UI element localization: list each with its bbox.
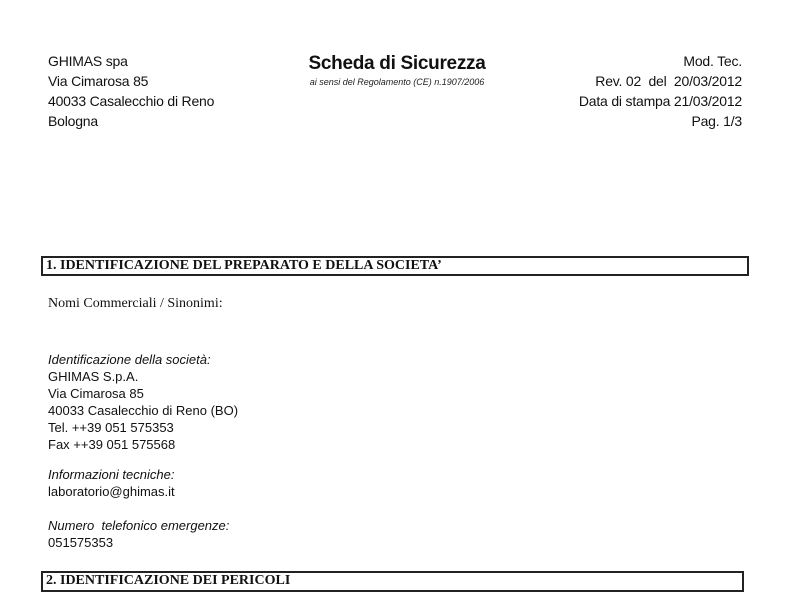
company-province: Bologna xyxy=(48,113,98,129)
emergency-phone xyxy=(48,517,229,551)
section-2-heading: 2. IDENTIFICAZIONE DEI PERICOLI xyxy=(41,571,744,592)
document-subtitle: ai sensi del Regolamento (CE) n.1907/2006 xyxy=(309,77,485,87)
company-identification xyxy=(48,351,238,453)
print-date: Data di stampa 21/03/2012 xyxy=(578,93,742,109)
company-id-line: Via Cimarosa 85 xyxy=(48,386,144,401)
company-name: GHIMAS spa xyxy=(48,53,128,69)
emergency-phone-number: 051575353 xyxy=(48,535,114,550)
section-1-heading: 1. IDENTIFICAZIONE DEL PREPARATO E DELLA SOCIETA’ xyxy=(41,256,749,276)
trade-names-label: Nomi Commerciali / Sinonimi: xyxy=(48,296,223,311)
page-number: Pag. 1/3 xyxy=(691,113,742,129)
revision-label: Rev. 02 del 20/03/2012 xyxy=(595,73,742,89)
company-id-line: 40033 Casalecchio di Reno (BO) xyxy=(48,403,239,418)
company-street: Via Cimarosa 85 xyxy=(48,73,149,89)
company-identification-label: Identificazione della società: xyxy=(48,352,211,367)
emergency-phone-label: Numero telefonico emergenze: xyxy=(48,518,230,533)
document-meta-block xyxy=(579,51,742,131)
company-id-line: GHIMAS S.p.A. xyxy=(48,369,139,384)
technical-info xyxy=(48,466,175,500)
model-label: Mod. Tec. xyxy=(683,53,742,69)
company-city: 40033 Casalecchio di Reno xyxy=(48,93,215,109)
technical-info-label: Informazioni tecniche: xyxy=(48,467,175,482)
document-title-block xyxy=(282,52,512,88)
company-fax: Fax ++39 051 575568 xyxy=(48,437,176,452)
company-address-block xyxy=(48,51,214,131)
document-title: Scheda di Sicurezza xyxy=(308,53,486,74)
company-phone: Tel. ++39 051 575353 xyxy=(48,420,174,435)
technical-info-email[interactable]: laboratorio@ghimas.it xyxy=(48,484,175,499)
